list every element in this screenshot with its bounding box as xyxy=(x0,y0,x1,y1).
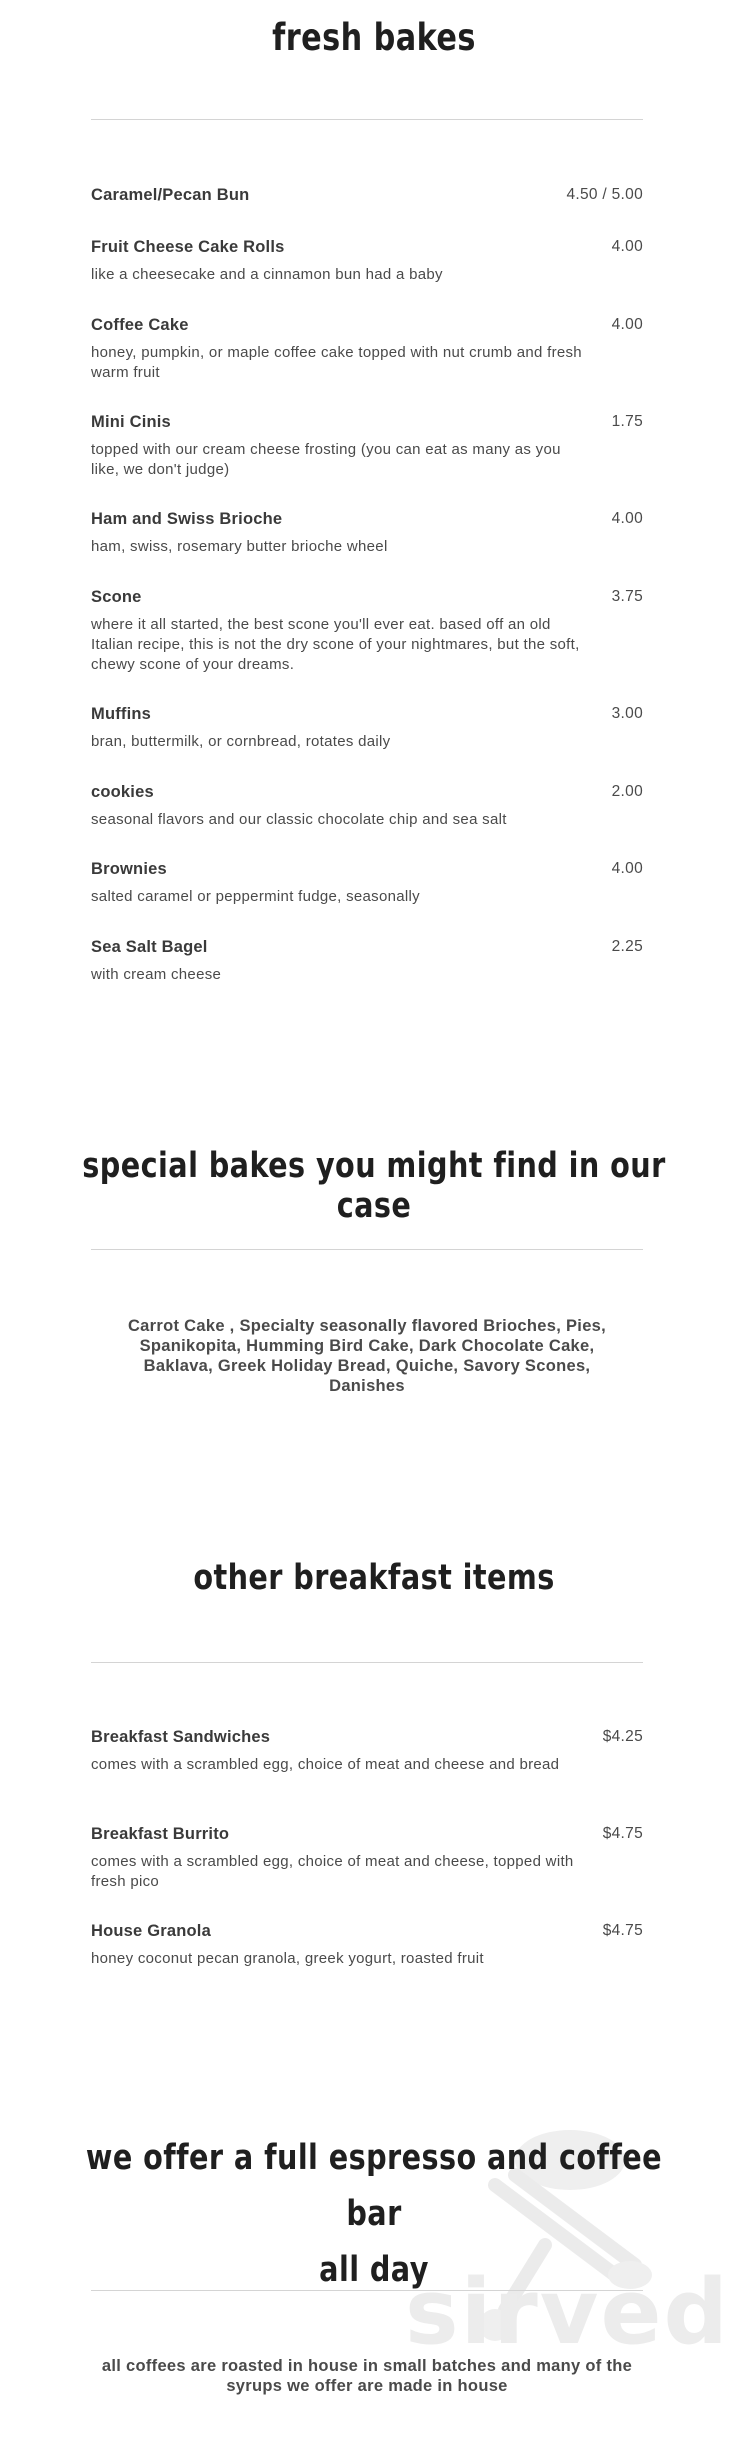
watermark-text: sirved xyxy=(405,2260,730,2365)
item-name: Scone xyxy=(91,588,142,606)
item-name: Ham and Swiss Brioche xyxy=(91,510,283,528)
menu-item xyxy=(91,1825,643,1892)
menu-item xyxy=(91,1728,643,1775)
item-name: Mini Cinis xyxy=(91,413,171,431)
section-divider xyxy=(91,119,643,120)
item-price: $4.25 xyxy=(602,1728,643,1745)
item-description: comes with a scrambled egg, choice of meat and cheese and bread xyxy=(91,1756,560,1773)
item-price: 2.00 xyxy=(611,783,643,800)
item-price: 3.00 xyxy=(611,705,643,722)
menu-item xyxy=(91,316,643,383)
item-name: Brownies xyxy=(91,860,167,878)
section-divider xyxy=(91,1662,643,1663)
item-price: 3.75 xyxy=(611,588,643,605)
breakfast-heading: other breakfast items xyxy=(193,1558,555,1598)
coffee-heading xyxy=(67,2130,680,2298)
item-description: topped with our cream cheese frosting (you can eat as many as you like, we don't judge) xyxy=(91,441,561,478)
item-price: $4.75 xyxy=(602,1922,643,1939)
menu-item xyxy=(91,238,643,285)
item-description: where it all started, the best scone you'll ever eat. based off an old Italian recipe, this is not the dry scone of your nightmares, but the soft, chewy scone of your dreams. xyxy=(91,616,580,673)
item-price: 4.00 xyxy=(611,860,643,877)
item-name: Caramel/Pecan Bun xyxy=(91,186,250,204)
coffee-heading-line1: we offer a full espresso and coffee bar xyxy=(85,2138,663,2234)
fresh-bakes-heading: fresh bakes xyxy=(272,16,476,59)
special-bakes-heading: special bakes you might find in our case xyxy=(82,1146,666,1226)
item-description: bran, buttermilk, or cornbread, rotates daily xyxy=(91,733,391,750)
item-description: salted caramel or peppermint fudge, seasonally xyxy=(91,888,420,905)
menu-item xyxy=(91,588,643,675)
menu-item xyxy=(91,1922,643,1969)
item-name: Muffins xyxy=(91,705,152,723)
item-name: cookies xyxy=(91,783,154,801)
item-description: with cream cheese xyxy=(91,966,222,983)
item-name: Sea Salt Bagel xyxy=(91,938,208,956)
item-name: House Granola xyxy=(91,1922,211,1940)
item-price: 4.00 xyxy=(611,510,643,527)
item-price: 4.00 xyxy=(611,238,643,255)
item-description: seasonal flavors and our classic chocolate chip and sea salt xyxy=(91,811,507,828)
menu-item xyxy=(91,860,643,907)
item-price: 1.75 xyxy=(611,413,643,430)
item-name: Breakfast Burrito xyxy=(91,1825,230,1843)
item-price: 4.50 / 5.00 xyxy=(566,186,643,203)
menu-item xyxy=(91,510,643,557)
item-name: Coffee Cake xyxy=(91,316,189,334)
item-description: ham, swiss, rosemary butter brioche wheel xyxy=(91,538,388,555)
special-bakes-list: Carrot Cake , Specialty seasonally flavored Brioches, Pies, Spanikopita, Humming Bird Cake, Dark Chocolate Cake, Baklava, Greek Holiday Bread, Quiche, Savory Scones, Danishes xyxy=(127,1317,607,1395)
coffee-heading-line2: all day xyxy=(319,2250,429,2290)
item-description: like a cheesecake and a cinnamon bun had a baby xyxy=(91,266,443,283)
item-description: honey, pumpkin, or maple coffee cake topped with nut crumb and fresh warm fruit xyxy=(91,344,582,381)
section-divider xyxy=(91,2290,643,2291)
menu-item xyxy=(91,705,643,752)
menu-item xyxy=(91,413,643,480)
section-divider xyxy=(91,1249,643,1250)
coffee-note: all coffees are roasted in house in small batches and many of the syrups we offer are made in house xyxy=(101,2357,633,2395)
item-description: comes with a scrambled egg, choice of meat and cheese, topped with fresh pico xyxy=(91,1853,574,1890)
item-price: 2.25 xyxy=(611,938,643,955)
item-name: Breakfast Sandwiches xyxy=(91,1728,271,1746)
item-price: $4.75 xyxy=(602,1825,643,1842)
menu-item xyxy=(91,938,643,985)
item-description: honey coconut pecan granola, greek yogurt, roasted fruit xyxy=(91,1950,484,1967)
menu-item xyxy=(91,186,643,205)
item-price: 4.00 xyxy=(611,316,643,333)
item-name: Fruit Cheese Cake Rolls xyxy=(91,238,285,256)
menu-item xyxy=(91,783,643,830)
